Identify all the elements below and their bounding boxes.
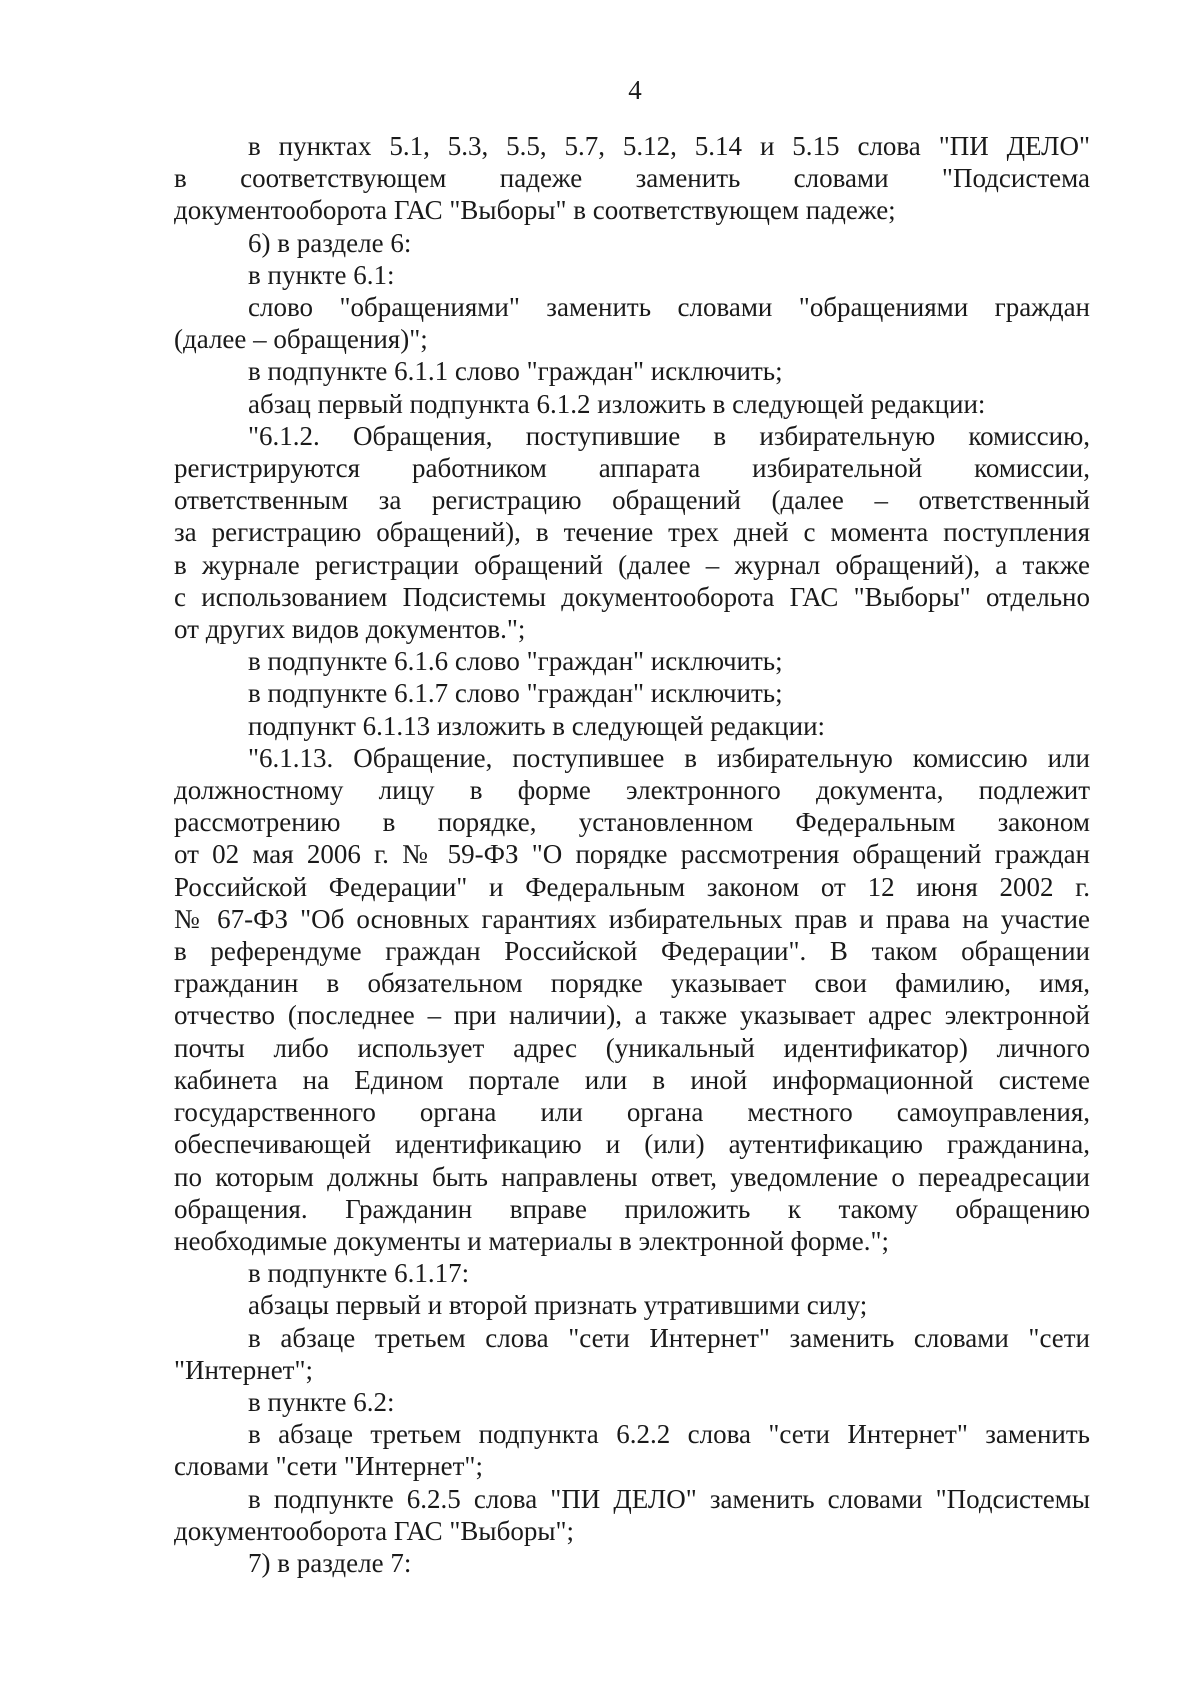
text-line: кабинета на Едином портале или в иной информационной системе <box>174 1064 1090 1095</box>
text-line: государственного органа или органа местного самоуправления, <box>174 1097 1090 1128</box>
text-line: гражданин в обязательном порядке указывает свои фамилию, имя, <box>174 968 1090 999</box>
text-line: 6) в разделе 6: <box>248 227 412 258</box>
text-line: обеспечивающей идентификацию и (или) аутентификацию гражданина, <box>174 1129 1090 1160</box>
text-line: слово "обращениями" заменить словами "обращениями граждан <box>248 292 1090 323</box>
text-line: от других видов документов."; <box>174 614 526 645</box>
text-line: за регистрацию обращений), в течение трех дней с момента поступления <box>174 517 1090 548</box>
text-line: ответственным за регистрацию обращений (далее – ответственный <box>174 485 1090 516</box>
text-line: документооборота ГАС "Выборы" в соответствующем падеже; <box>174 195 896 226</box>
text-line: от 02 мая 2006 г. № 59-ФЗ "О порядке рассмотрения обращений граждан <box>174 839 1090 870</box>
text-line: в пунктах 5.1, 5.3, 5.5, 5.7, 5.12, 5.14 и 5.15 слова "ПИ ДЕЛО" <box>248 131 1090 161</box>
text-line: в подпункте 6.1.1 слово "граждан" исключить; <box>248 356 783 387</box>
text-line: абзац первый подпункта 6.1.2 изложить в следующей редакции: <box>248 388 986 419</box>
text-line: в референдуме граждан Российской Федерации". В таком обращении <box>174 936 1090 967</box>
text-line: "6.1.2. Обращения, поступившие в избирательную комиссию, <box>248 420 1090 451</box>
text-line: в пункте 6.1: <box>248 259 395 290</box>
paragraph <box>174 227 1090 259</box>
text-line: обращения. Гражданин вправе приложить к такому обращению <box>174 1193 1090 1224</box>
text-line: в абзаце третьем слова "сети Интернет" заменить словами "сети <box>248 1322 1090 1353</box>
text-line: должностному лицу в форме электронного документа, подлежит <box>174 775 1090 806</box>
document-body <box>174 130 1090 1579</box>
text-line: Российской Федерации" и Федеральным законом от 12 июня 2002 г. <box>174 871 1090 902</box>
paragraph <box>174 742 1090 1257</box>
text-line: в подпункте 6.1.17: <box>248 1258 470 1289</box>
text-line: в абзаце третьем подпункта 6.2.2 слова "сети Интернет" заменить <box>248 1419 1090 1450</box>
paragraph <box>174 677 1090 709</box>
text-line: словами "сети "Интернет"; <box>174 1451 483 1482</box>
paragraph <box>174 259 1090 291</box>
text-line: отчество (последнее – при наличии), а также указывает адрес электронной <box>174 1000 1090 1031</box>
text-line: подпункт 6.1.13 изложить в следующей редакции: <box>248 710 826 741</box>
paragraph <box>174 388 1090 420</box>
paragraph <box>174 1386 1090 1418</box>
text-line: № 67-ФЗ "Об основных гарантиях избирательных прав и права на участие <box>174 903 1090 934</box>
text-line: в подпункте 6.2.5 слова "ПИ ДЕЛО" заменить словами "Подсистемы <box>248 1483 1090 1514</box>
text-line: в соответствующем падеже заменить словами "Подсистема <box>174 163 1090 194</box>
text-line: в подпункте 6.1.6 слово "граждан" исключить; <box>248 646 783 677</box>
paragraph <box>174 710 1090 742</box>
text-line: рассмотрению в порядке, установленном Федеральным законом <box>174 807 1090 838</box>
text-line: почты либо использует адрес (уникальный идентификатор) личного <box>174 1032 1090 1063</box>
text-line: по которым должны быть направлены ответ, уведомление о переадресации <box>174 1161 1090 1192</box>
paragraph <box>174 420 1090 645</box>
text-line: необходимые документы и материалы в электронной форме."; <box>174 1225 889 1256</box>
paragraph <box>174 1257 1090 1289</box>
paragraph <box>174 130 1090 227</box>
paragraph <box>174 645 1090 677</box>
text-line: 7) в разделе 7: <box>248 1547 412 1578</box>
text-line: в подпункте 6.1.7 слово "граждан" исключить; <box>248 678 783 709</box>
text-line: "Интернет"; <box>174 1354 314 1385</box>
paragraph <box>174 1483 1090 1547</box>
text-line: (далее – обращения)"; <box>174 324 428 355</box>
text-line: документооборота ГАС "Выборы"; <box>174 1515 574 1546</box>
paragraph <box>174 1289 1090 1321</box>
text-line: регистрируются работником аппарата избирательной комиссии, <box>174 453 1090 484</box>
paragraph <box>174 355 1090 387</box>
paragraph <box>174 1547 1090 1579</box>
text-line: "6.1.13. Обращение, поступившее в избирательную комиссию или <box>248 742 1090 773</box>
text-line: в пункте 6.2: <box>248 1386 395 1417</box>
text-line: с использованием Подсистемы документооборота ГАС "Выборы" отдельно <box>174 581 1090 612</box>
text-line: абзацы первый и второй признать утратившими силу; <box>248 1290 868 1321</box>
paragraph <box>174 1418 1090 1482</box>
paragraph <box>174 1322 1090 1386</box>
paragraph <box>174 291 1090 355</box>
page-number: 4 <box>628 75 642 105</box>
text-line: в журнале регистрации обращений (далее – журнал обращений), а также <box>174 549 1090 580</box>
